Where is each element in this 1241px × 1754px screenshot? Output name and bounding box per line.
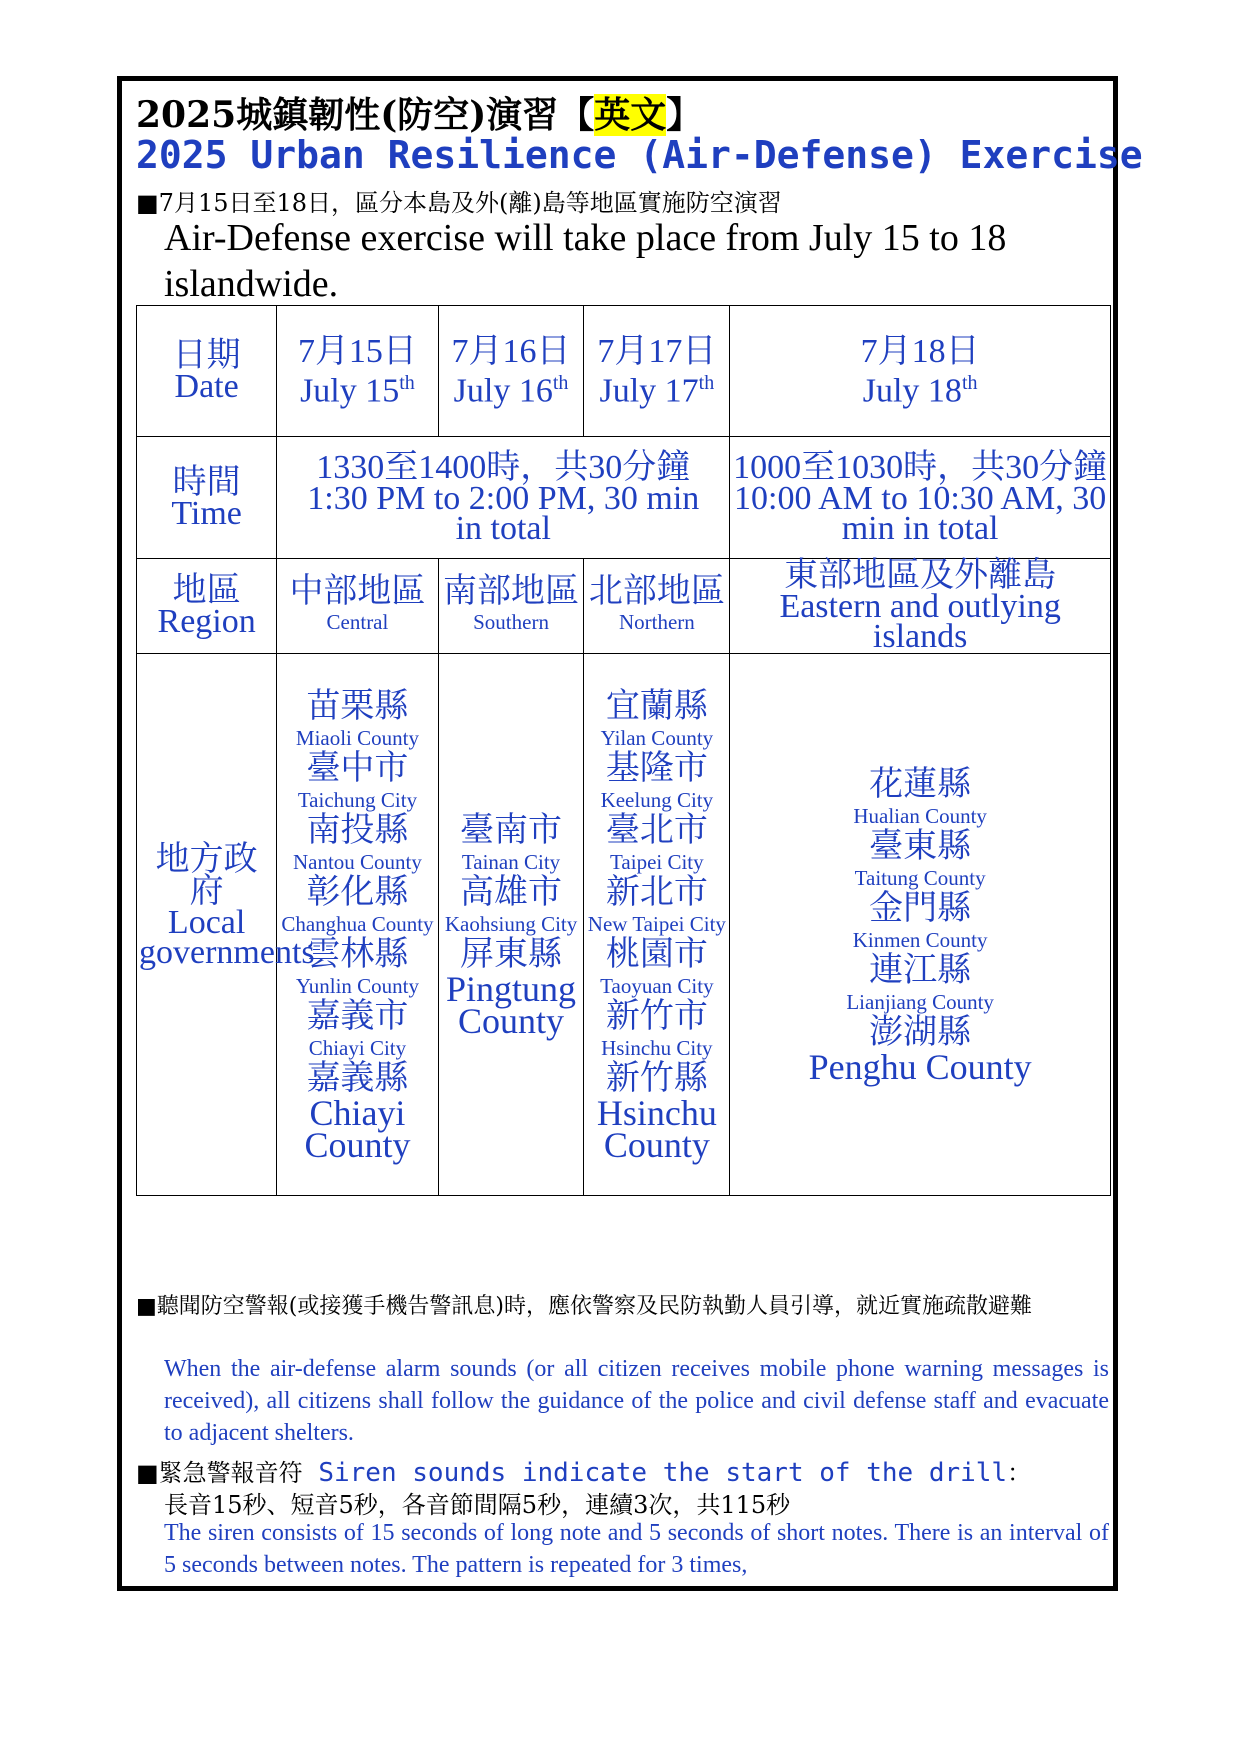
county-en: Kaohsiung City xyxy=(444,911,578,936)
county-cn: 宜蘭縣 xyxy=(605,687,708,725)
county-cn: 桃園市 xyxy=(605,935,708,973)
note-siren-cn: 長音15秒、短音5秒，各音節間隔5秒，連續3次，共115秒 xyxy=(164,1491,791,1519)
county-en-large: Chiayi County xyxy=(304,1092,411,1165)
government-row xyxy=(137,654,1111,1196)
date-en: July 16 xyxy=(453,372,553,410)
gov-label-en: Local governments xyxy=(139,904,315,971)
region-en: Northern xyxy=(618,610,695,634)
date-en: July 18 xyxy=(862,372,962,410)
county-cn: 臺南市 xyxy=(460,811,563,849)
note-evacuation-en: When the air-defense alarm sounds (or all citizen receives mobile phone warning messages is received), all citizens shall follow the guidance of the police and civil defense staff and evacuate to adjacent shelters. xyxy=(164,1356,1109,1446)
county-cn: 基隆市 xyxy=(605,749,708,787)
county-en-large: Hsinchu County xyxy=(596,1092,717,1165)
time-cell-b xyxy=(730,437,1111,559)
county-en: New Taipei City xyxy=(587,911,726,936)
date-cn: 7月17日 xyxy=(597,332,717,370)
date-row xyxy=(137,306,1111,437)
intro-english: Air-Defense exercise will take place from July 15 to 18 islandwide. xyxy=(164,217,1007,305)
gov-label-cell xyxy=(137,654,315,1196)
region-northern xyxy=(584,559,730,654)
region-row xyxy=(137,559,1111,654)
note-evacuation-cn: ■聽聞防空警報(或接獲手機告警訊息)時，應依警察及民防執勤人員引導，就近實施疏散避難 xyxy=(136,1294,1032,1319)
county-en: Miaoli County xyxy=(295,725,419,750)
title-highlight: 英文 xyxy=(594,94,667,136)
intro-chinese: ■7月15日至18日，區分本島及外(離)島等地區實施防空演習 xyxy=(136,189,782,217)
date-sup: th xyxy=(698,371,715,394)
county-en: Keelung City xyxy=(600,787,714,812)
county-en: Taitung County xyxy=(854,865,986,890)
county-cn: 連江縣 xyxy=(869,951,972,989)
county-en: Nantou County xyxy=(292,849,422,874)
date-cell-4 xyxy=(730,306,1111,437)
county-cn: 南投縣 xyxy=(306,811,409,849)
county-en: Hsinchu City xyxy=(601,1035,713,1060)
region-southern xyxy=(438,559,584,654)
county-en: Yilan County xyxy=(600,725,714,750)
time-label-en: Time xyxy=(171,494,242,532)
date-sup: th xyxy=(961,371,978,394)
county-cn: 臺中市 xyxy=(306,749,409,787)
region-label-cn: 地區 xyxy=(172,572,241,609)
region-eastern xyxy=(730,559,1111,654)
region-label-cell xyxy=(137,559,277,654)
time-cell-a xyxy=(277,437,730,559)
region-label-en: Region xyxy=(157,603,256,640)
date-en: July 15 xyxy=(300,372,400,410)
region-cn: 南部地區 xyxy=(443,573,580,610)
county-cn: 新竹市 xyxy=(605,997,708,1035)
document-frame xyxy=(117,76,1143,1591)
county-cn: 嘉義市 xyxy=(306,997,409,1035)
county-en: Yunlin County xyxy=(295,973,419,998)
title-chinese: 2025城鎮韌性(防空)演習【英文】 xyxy=(136,94,703,136)
date-cn: 7月18日 xyxy=(860,332,980,370)
date-cn: 7月15日 xyxy=(297,332,417,370)
county-en: Taipei City xyxy=(610,849,704,874)
region-en: Southern xyxy=(473,610,549,634)
time-a-cn: 1330至1400時，共30分鐘 xyxy=(316,448,691,486)
county-cn: 澎湖縣 xyxy=(869,1013,972,1051)
county-cn: 彰化縣 xyxy=(306,873,409,911)
county-en: Tainan City xyxy=(461,849,561,874)
county-en: Chiayi City xyxy=(308,1035,407,1060)
central-counties xyxy=(277,654,438,1196)
gov-label-cn: 地方政府 xyxy=(155,841,258,910)
time-a-en: 1:30 PM to 2:00 PM, 30 min in total xyxy=(307,479,700,547)
county-cn: 嘉義縣 xyxy=(306,1059,409,1097)
county-en: Hualian County xyxy=(853,803,987,828)
county-cn: 高雄市 xyxy=(460,873,563,911)
time-b-cn: 1000至1030時，共30分鐘 xyxy=(733,448,1108,486)
county-cn: 花蓮縣 xyxy=(869,765,972,803)
county-cn: 苗栗縣 xyxy=(306,687,409,725)
county-cn: 屏東縣 xyxy=(460,935,563,973)
date-label-cell xyxy=(137,306,277,437)
time-label-cell xyxy=(137,437,277,559)
date-cell-1 xyxy=(277,306,438,437)
eastern-counties xyxy=(730,654,1111,1196)
region-en: Eastern and outlying islands xyxy=(779,588,1061,655)
note-siren-heading: ■緊急警報音符 Siren sounds indicate the start of the drill： xyxy=(136,1458,1032,1488)
time-row xyxy=(137,437,1111,559)
county-en-large: Penghu County xyxy=(808,1046,1032,1087)
county-cn: 新北市 xyxy=(605,873,708,911)
county-en-large: Pingtung County xyxy=(446,968,577,1041)
region-central xyxy=(277,559,438,654)
region-cn: 中部地區 xyxy=(289,573,426,610)
region-cn: 北部地區 xyxy=(588,573,725,610)
county-cn: 雲林縣 xyxy=(306,935,409,973)
county-en: Taoyuan City xyxy=(600,973,714,998)
date-en: July 17 xyxy=(599,372,699,410)
county-cn: 金門縣 xyxy=(869,889,972,927)
county-cn: 新竹縣 xyxy=(605,1059,708,1097)
date-label-cn: 日期 xyxy=(172,337,241,374)
time-label-cn: 時間 xyxy=(172,463,241,501)
county-en: Lianjiang County xyxy=(846,989,994,1014)
date-cn: 7月16日 xyxy=(451,332,571,370)
county-en: Changhua County xyxy=(281,911,434,936)
county-cn: 臺北市 xyxy=(605,811,708,849)
date-cell-2 xyxy=(438,306,584,437)
date-sup: th xyxy=(399,371,415,394)
southern-counties xyxy=(438,654,584,1196)
county-cn: 臺東縣 xyxy=(869,827,972,865)
county-en: Taichung City xyxy=(297,787,418,812)
schedule-table xyxy=(136,305,1111,1196)
time-b-en: 10:00 AM to 10:30 AM, 30 min in total xyxy=(734,479,1107,547)
date-label-en: Date xyxy=(174,368,239,405)
county-en: Kinmen County xyxy=(852,927,988,952)
region-cn: 東部地區及外離島 xyxy=(784,557,1057,594)
northern-counties xyxy=(584,654,730,1196)
date-sup: th xyxy=(552,371,569,394)
date-cell-3 xyxy=(584,306,730,437)
title-english: 2025 Urban Resilience (Air-Defense) Exercise xyxy=(136,133,1143,177)
note-siren-en: The siren consists of 15 seconds of long note and 5 seconds of short notes. There is an interval of 5 seconds between notes. The pattern is repeated for 3 times, xyxy=(164,1520,1109,1578)
region-en: Central xyxy=(326,610,389,634)
